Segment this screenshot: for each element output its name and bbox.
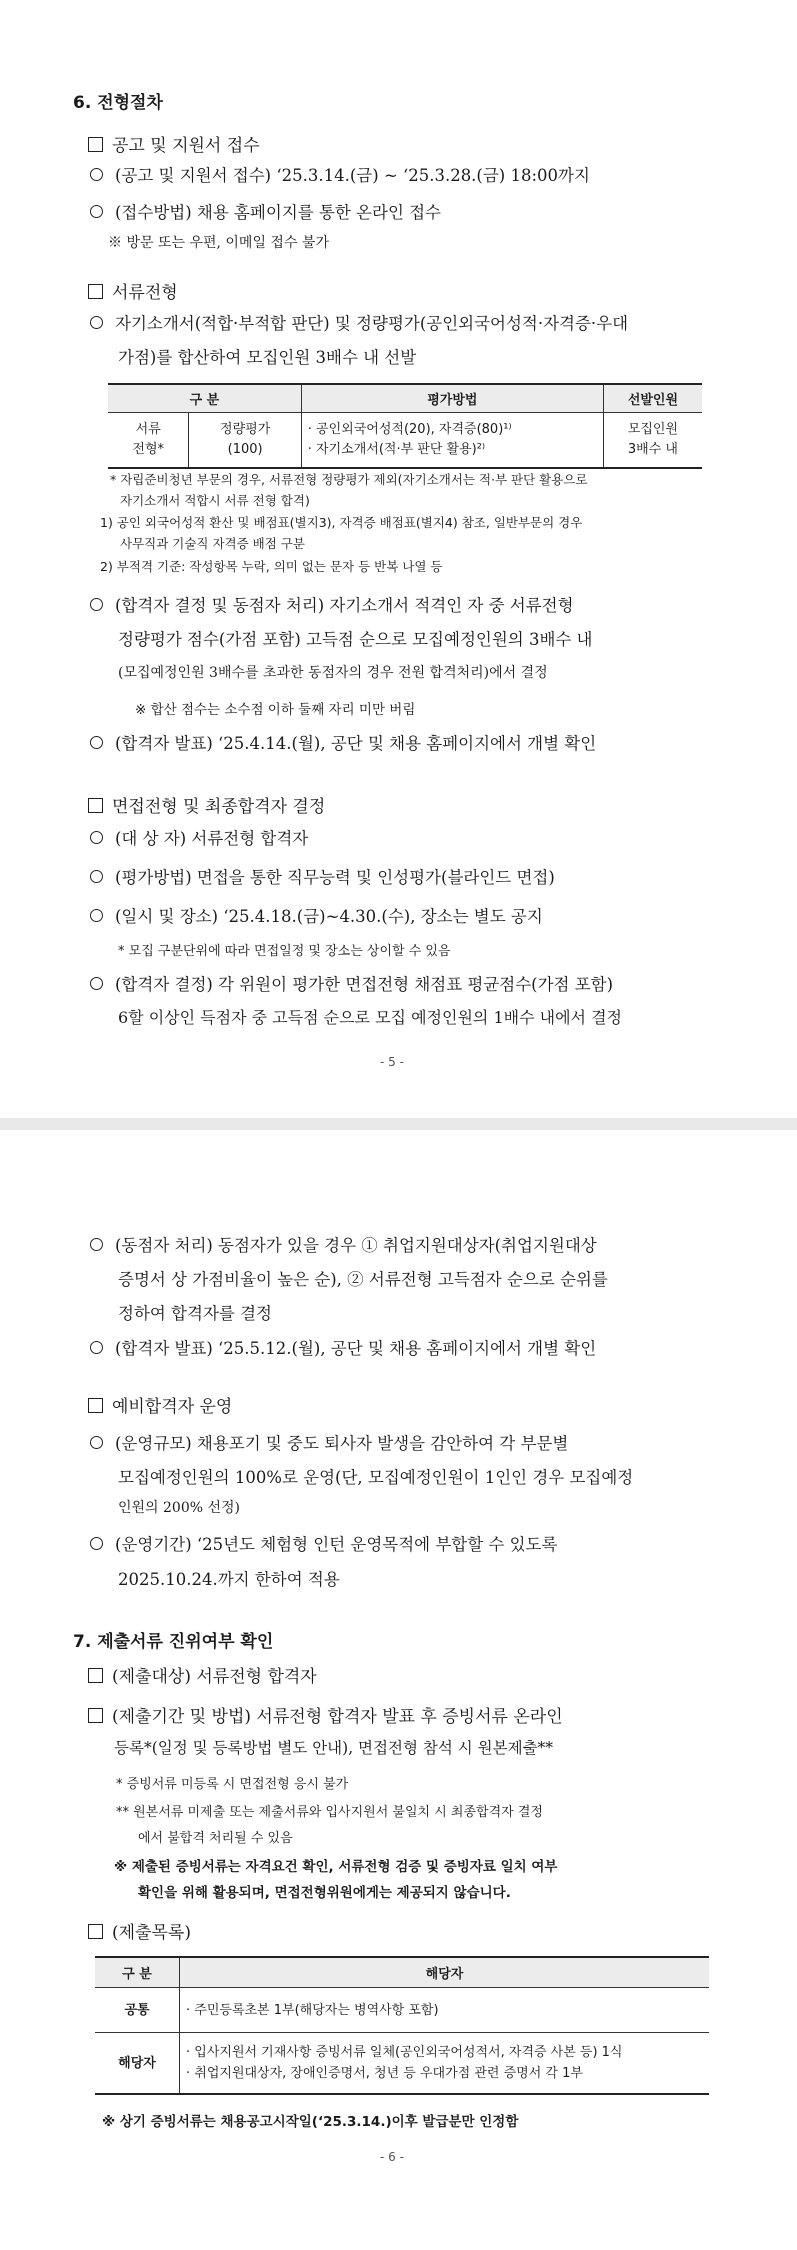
- row-common-label: 공통: [95, 1988, 180, 2033]
- interview-date-text: (일시 및 장소) ‘25.4.18.(금)~4.30.(수), 장소는 별도 공지: [115, 907, 543, 926]
- subsection-label: 면접전형 및 최종합격자 결정: [112, 797, 326, 817]
- row-common-value: · 주민등록초본 1부(해당자는 병역사항 포함): [180, 1988, 710, 2033]
- reserve-scale-item: [90, 1430, 568, 1454]
- submit-method-text-1: (제출기간 및 방법) 서류전형 합격자 발표 후 증빙서류 온라인: [112, 1707, 563, 1727]
- notice-method-item: [90, 199, 441, 223]
- checkbox-square-icon: [88, 798, 103, 813]
- row-method-cell: · 공인외국어성적(20), 자격증(80)¹⁾ · 자기소개서(적·부 판단 활용)²⁾: [301, 413, 603, 469]
- interview-method-text: (평가방법) 면접을 통한 직무능력 및 인성평가(블라인드 면접): [115, 868, 555, 887]
- submit-list-item: [88, 1918, 191, 1943]
- subsection-label: 예비합격자 운영: [112, 1397, 233, 1417]
- bullet-circle-icon: [90, 316, 103, 329]
- submit-note-2: ** 원본서류 미제출 또는 제출서류와 입사지원서 불일치 시 최종합격자 결정: [116, 1805, 543, 1820]
- checkbox-square-icon: [88, 1668, 103, 1683]
- tie-text-2: 증명서 상 가점비율이 높은 순), ② 서류전형 고득점자 순으로 순위를: [118, 1270, 608, 1289]
- table-header-category: 구 분: [95, 1957, 180, 1988]
- table-header-method: 평가방법: [301, 384, 603, 413]
- reserve-period-item: [90, 1531, 557, 1555]
- submit-target-item: [88, 1662, 317, 1687]
- reserve-period-text-1: (운영기간) ‘25년도 체험형 인턴 운영목적에 부합할 수 있도록: [115, 1535, 558, 1554]
- checkbox-square-icon: [88, 1398, 103, 1413]
- row-label-cell: 서류 전형*: [108, 413, 189, 469]
- table-row: [108, 413, 702, 469]
- doc-announce-text: (합격자 발표) ‘25.4.14.(월), 공단 및 채용 홈페이지에서 개별 확인: [115, 734, 597, 753]
- table-note-4: 사무직과 기술직 자격증 배점 구분: [120, 536, 305, 551]
- table-note-5: 2) 부적격 기준: 작성항목 누락, 의미 없는 문자 등 반복 나열 등: [100, 559, 443, 574]
- doc-screening-text-2: 가점)를 합산하여 모집인원 3배수 내 선발: [118, 348, 417, 367]
- notice-period-text: (공고 및 지원서 접수) ‘25.3.14.(금) ~ ‘25.3.28.(금) 18:00까지: [115, 166, 590, 185]
- bullet-circle-icon: [90, 598, 103, 611]
- table-note-2: 자기소개서 적합시 서류 전형 합격): [120, 493, 310, 508]
- row-selection-cell: 모집인원 3배수 내: [603, 413, 702, 469]
- reserve-scale-text-3: 인원의 200% 선정): [118, 1500, 241, 1516]
- page-number-5: - 5 -: [380, 1055, 404, 1069]
- subsection-reserve: [88, 1392, 232, 1417]
- table-note-1: * 자립준비청년 부문의 경우, 서류전형 정량평가 제외(자기소개서는 적·부 판단 활용으로: [110, 472, 588, 487]
- final-note: ※ 상기 증빙서류는 채용공고시작일(‘25.3.14.)이후 발급분만 인정함: [102, 2114, 519, 2130]
- bullet-circle-icon: [90, 168, 103, 181]
- checkbox-square-icon: [88, 137, 103, 152]
- bullet-circle-icon: [90, 1537, 103, 1550]
- interview-date-item: [90, 903, 543, 927]
- checkbox-square-icon: [88, 1924, 103, 1939]
- page-number-6: - 6 -: [380, 2150, 404, 2164]
- interview-date-note: * 모집 구분단위에 따라 면접일정 및 장소는 상이할 수 있음: [118, 944, 451, 959]
- submit-method-text-2: 등록*(일정 및 등록방법 별도 안내), 면접전형 참석 시 원본제출**: [114, 1739, 554, 1757]
- interview-pass-text-1: (합격자 결정) 각 위원이 평가한 면접전형 채점표 평균점수(가점 포함): [115, 975, 614, 994]
- page-separator: [0, 1118, 797, 1130]
- bullet-circle-icon: [90, 1238, 103, 1251]
- interview-pass-item: [90, 971, 613, 995]
- bullet-circle-icon: [90, 909, 103, 922]
- table-row: [95, 2033, 709, 2095]
- doc-pass-item: [90, 592, 574, 616]
- reserve-period-text-2: 2025.10.24.까지 한하여 적용: [118, 1570, 340, 1589]
- tie-item: [90, 1232, 597, 1256]
- subsection-label: 공고 및 지원서 접수: [112, 136, 260, 156]
- doc-pass-note: ※ 합산 점수는 소수점 이하 둘째 자리 미만 버림: [135, 702, 416, 718]
- submit-target-text: (제출대상) 서류전형 합격자: [112, 1667, 317, 1687]
- subsection-interview: [88, 792, 325, 817]
- submit-note-4: ※ 제출된 증빙서류는 자격요건 확인, 서류전형 검증 및 증빙자료 일치 여부: [114, 1859, 558, 1875]
- row-applicable-label: 해당자: [95, 2033, 180, 2095]
- final-announce-text: (합격자 발표) ‘25.5.12.(월), 공단 및 채용 홈페이지에서 개별 확인: [115, 1339, 597, 1358]
- subsection-notice-application: [88, 131, 260, 156]
- interview-method-item: [90, 864, 555, 888]
- section-7-title: 7. 제출서류 진위여부 확인: [73, 1632, 274, 1652]
- tie-text-1: (동점자 처리) 동점자가 있을 경우 ① 취업지원대상자(취업지원대상: [115, 1236, 597, 1255]
- submit-note-1: * 증빙서류 미등록 시 면접전형 응시 불가: [116, 1777, 349, 1792]
- notice-note: ※ 방문 또는 우편, 이메일 접수 불가: [108, 235, 329, 251]
- notice-method-text: (접수방법) 채용 홈페이지를 통한 온라인 접수: [115, 203, 442, 222]
- final-announce-item: [90, 1335, 596, 1359]
- row-applicable-value: · 입사지원서 기재사항 증빙서류 일체(공인외국어성적서, 자격증 사본 등) 1식 · 취업지원대상자, 장애인증명서, 청년 등 우대가점 관련 증명서 각 1부: [180, 2033, 710, 2095]
- doc-pass-text-2: 정량평가 점수(가점 포함) 고득점 순으로 모집예정인원의 3배수 내: [118, 630, 593, 649]
- tie-text-3: 정하여 합격자를 결정: [118, 1304, 272, 1323]
- reserve-scale-text-2: 모집예정인원의 100%로 운영(단, 모집예정인원이 1인인 경우 모집예정: [118, 1468, 634, 1487]
- interview-pass-text-2: 6할 이상인 득점자 중 고득점 순으로 모집 예정인원의 1배수 내에서 결정: [118, 1008, 622, 1027]
- table-note-3: 1) 공인 외국어성적 환산 및 배점표(별지3), 자격증 배점표(별지4) 참조, 일반부문의 경우: [100, 515, 583, 530]
- document-screening-table: [108, 383, 702, 469]
- checkbox-square-icon: [88, 284, 103, 299]
- bullet-circle-icon: [90, 1436, 103, 1449]
- doc-pass-text-3: (모집예정인원 3배수를 초과한 동점자의 경우 전원 합격처리)에서 결정: [118, 665, 548, 681]
- table-header-target: 해당자: [180, 1957, 710, 1988]
- reserve-scale-text-1: (운영규모) 채용포기 및 중도 퇴사자 발생을 감안하여 각 부문별: [115, 1434, 569, 1453]
- subsection-document-screening: [88, 278, 178, 303]
- row-quant-cell: 정량평가 (100): [189, 413, 301, 469]
- bullet-circle-icon: [90, 205, 103, 218]
- interview-target-item: [90, 825, 308, 849]
- submit-note-5: 확인을 위해 활용되며, 면접전형위원에게는 제공되지 않습니다.: [138, 1885, 511, 1901]
- bullet-circle-icon: [90, 831, 103, 844]
- submit-list-title: (제출목록): [112, 1923, 191, 1943]
- table-row: [95, 1988, 709, 2033]
- doc-screening-text-1: 자기소개서(적합·부적합 판단) 및 정량평가(공인외국어성적·자격증·우대: [115, 314, 629, 333]
- submit-method-item: [88, 1702, 563, 1727]
- subsection-label: 서류전형: [112, 283, 178, 303]
- submit-note-3: 에서 불합격 처리될 수 있음: [138, 1831, 293, 1846]
- document-page-5: [0, 0, 797, 1118]
- table-header-category: 구 분: [108, 384, 301, 413]
- bullet-circle-icon: [90, 870, 103, 883]
- table-header-selection: 선발인원: [603, 384, 702, 413]
- checkbox-square-icon: [88, 1708, 103, 1723]
- bullet-circle-icon: [90, 977, 103, 990]
- section-6-title: 6. 전형절차: [73, 93, 163, 113]
- interview-target-text: (대 상 자) 서류전형 합격자: [115, 829, 309, 848]
- notice-period-item: [90, 162, 590, 186]
- doc-pass-text-1: (합격자 결정 및 동점자 처리) 자기소개서 적격인 자 중 서류전형: [115, 596, 574, 615]
- bullet-circle-icon: [90, 1341, 103, 1354]
- submission-list-table: [95, 1956, 709, 2095]
- bullet-circle-icon: [90, 736, 103, 749]
- doc-screening-item: [90, 310, 628, 334]
- doc-announce-item: [90, 730, 596, 754]
